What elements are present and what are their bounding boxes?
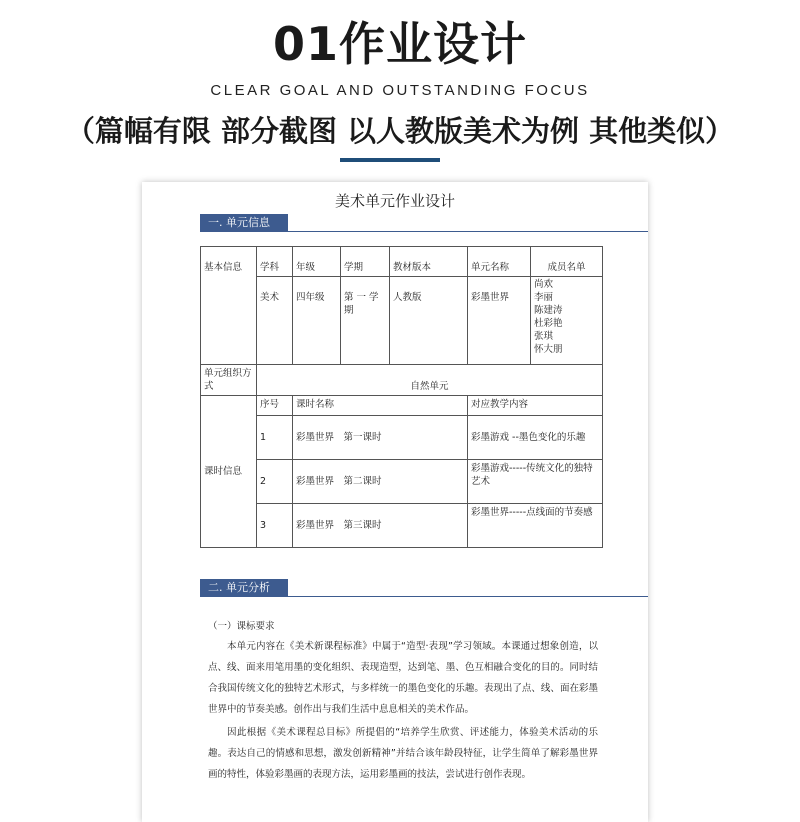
document-preview: [142, 182, 648, 822]
header-cell: 成员名单: [531, 247, 603, 277]
lesson-header-cell: 课时名称: [293, 396, 468, 416]
section-tab-label: 二. 单元分析: [200, 579, 288, 596]
header-cell: 学科: [257, 247, 293, 277]
section-header-unit-analysis: [200, 579, 648, 599]
value-cell: 美术: [257, 277, 293, 365]
member-name: 杜彩艳: [534, 318, 563, 329]
document-title: 美术单元作业设计: [334, 192, 455, 210]
member-name: 尚欢: [534, 279, 554, 290]
header-cell: 教材版本: [390, 247, 468, 277]
basic-info-label: 基本信息: [201, 247, 257, 365]
org-value: [257, 365, 603, 396]
header-cell: 年级: [293, 247, 341, 277]
member-name: 怀大朋: [534, 344, 563, 355]
value-cell: 人教版: [390, 277, 468, 365]
page-title: 01作业设计: [272, 17, 527, 71]
table-row: [201, 247, 603, 277]
value-cell: 第 一 学期: [341, 277, 390, 365]
table-row: [201, 460, 603, 504]
value-cell: 四年级: [293, 277, 341, 365]
lesson-name: 彩墨世界 第一课时: [293, 416, 468, 460]
scope-note: （篇幅有限 部分截图 以人教版美术为例 其他类似）: [65, 114, 735, 148]
paragraph: 本单元内容在《美术新课程标准》中属于“造型·表现”学习领域。本课通过想象创造，以点、线、面来用笔用墨的变化组织、表现造型，达到笔、墨、色互相融合变化的目的。同时结合我国传统文化的独特艺术形式，与多样统一的墨色变化的乐趣。表现出了点、线、面在彩墨世界中的节奏美感。创作出与我们生活中息息相关的美术作品。: [208, 641, 598, 715]
analysis-body: [208, 636, 598, 785]
member-name: 李丽: [534, 292, 554, 303]
member-name: 张琪: [534, 331, 554, 342]
paragraph: 因此根据《美术课程总目标》所提倡的“培养学生欣赏、评述能力，体验美术活动的乐趣。表达自己的情感和思想，激发创新精神”并结合该年龄段特征，让学生简单了解彩墨世界画的特性，体验彩墨画的表现方法，运用彩墨画的技法，尝试进行创作表现。: [208, 727, 598, 780]
table-row: [201, 416, 603, 460]
org-value-text: 自然单元: [410, 381, 449, 392]
unit-info-table: [200, 246, 603, 548]
section-rule: [200, 596, 648, 597]
lesson-no: 2: [257, 460, 293, 504]
table-row: [201, 504, 603, 548]
section-rule: [200, 231, 648, 232]
lesson-content: 彩墨世界-----点线面的节奏感: [468, 504, 603, 548]
member-name: 陈建涛: [534, 305, 563, 316]
table-row: [201, 277, 603, 365]
section-header-unit-info: [200, 214, 648, 234]
members-cell: [531, 277, 603, 365]
curriculum-heading: （一）课标要求: [208, 621, 275, 632]
table-row: [201, 396, 603, 416]
lesson-header-cell: 序号: [257, 396, 293, 416]
lesson-content: 彩墨游戏-----传统文化的独特艺术: [468, 460, 603, 504]
lesson-header-cell: 对应教学内容: [468, 396, 603, 416]
title-accent-bar: [340, 158, 440, 162]
lesson-no: 3: [257, 504, 293, 548]
lesson-info-label: 课时信息: [201, 396, 257, 548]
lesson-name: 彩墨世界 第二课时: [293, 460, 468, 504]
header-cell: 学期: [341, 247, 390, 277]
lesson-name: 彩墨世界 第三课时: [293, 504, 468, 548]
table-row: [201, 365, 603, 396]
header-cell: 单元名称: [468, 247, 531, 277]
section-tab-label: 一. 单元信息: [200, 214, 288, 231]
lesson-content: 彩墨游戏 --墨色变化的乐趣: [468, 416, 603, 460]
value-cell: 彩墨世界: [468, 277, 531, 365]
english-subtitle: CLEAR GOAL AND OUTSTANDING FOCUS: [210, 82, 590, 99]
lesson-no: 1: [257, 416, 293, 460]
org-label: 单元组织方式: [201, 365, 257, 396]
